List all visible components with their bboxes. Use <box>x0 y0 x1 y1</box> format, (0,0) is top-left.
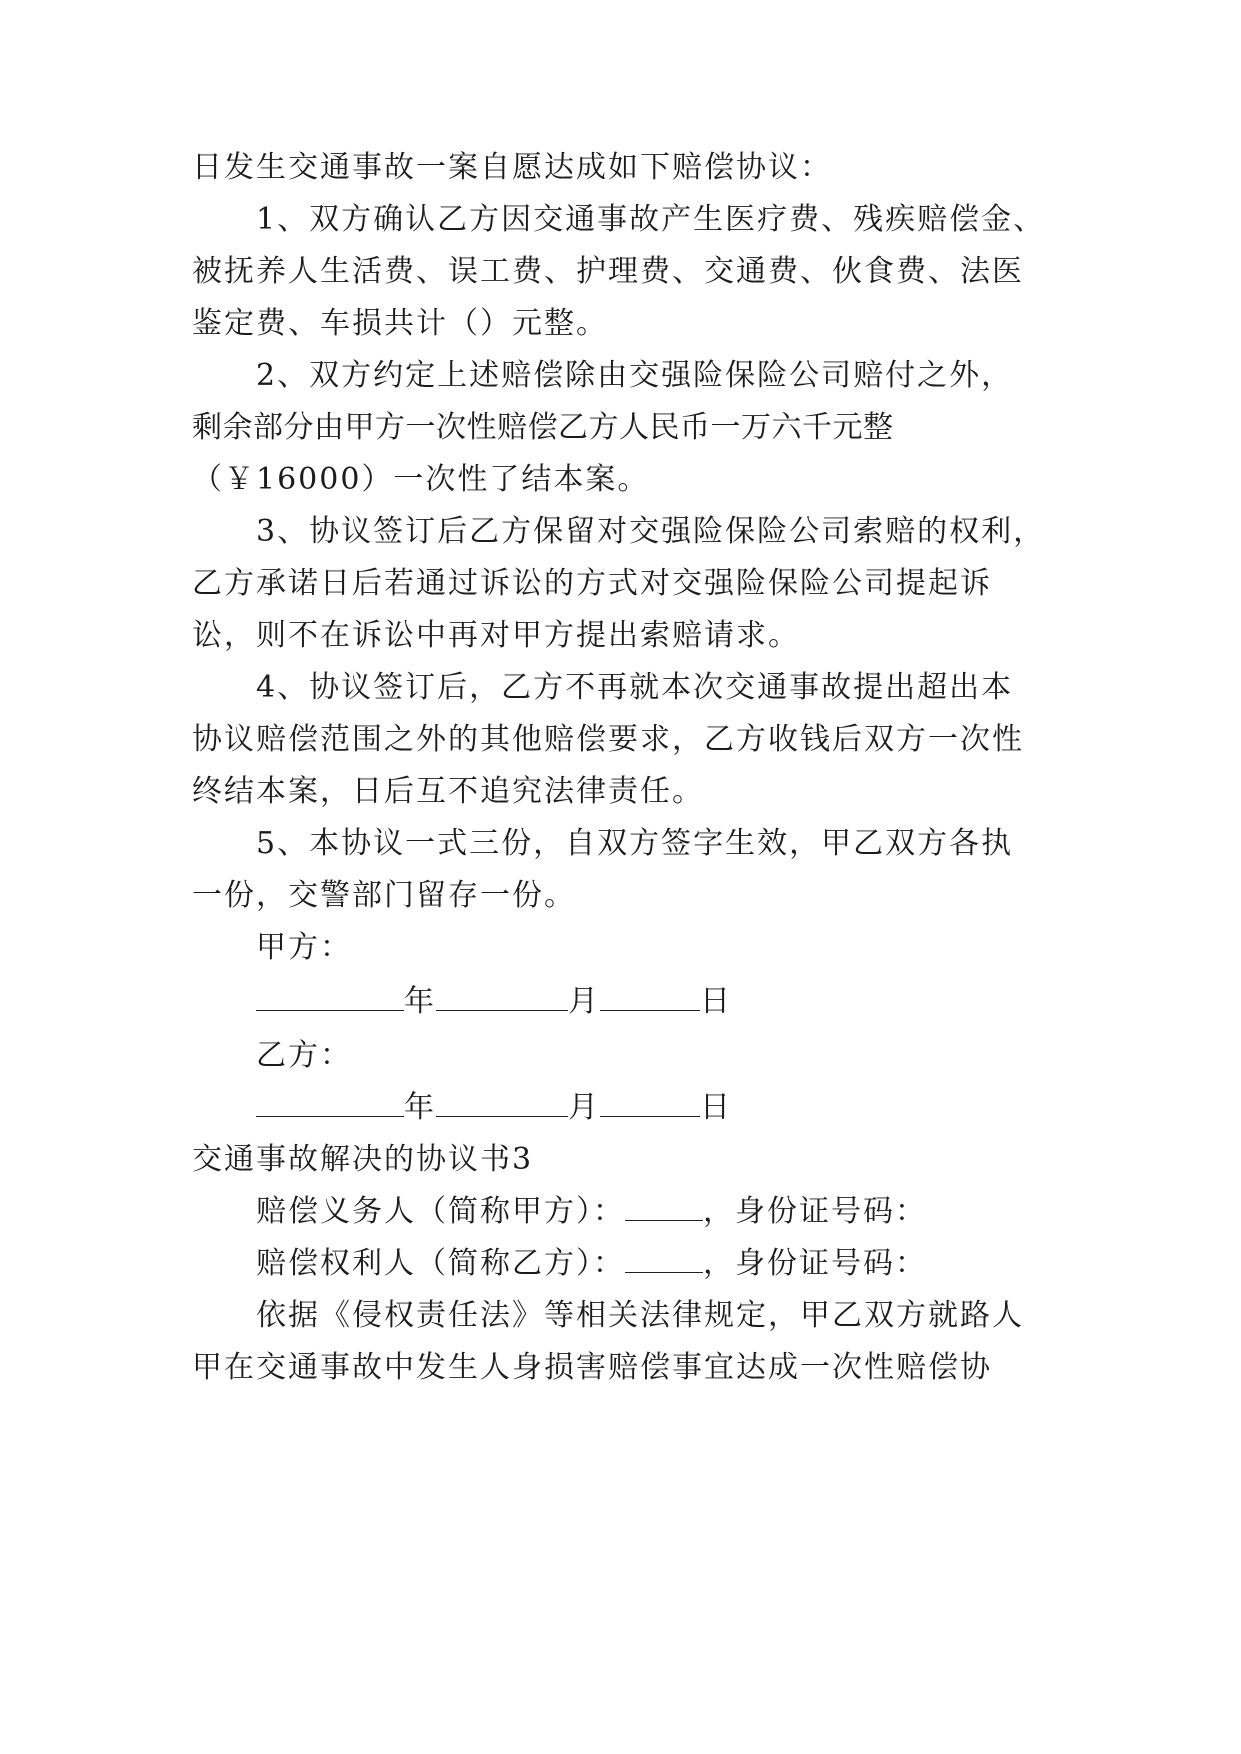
item2-line1: 2、双方约定上述赔偿除由交强险保险公司赔付之外， <box>256 358 1014 393</box>
item2-line3: （￥16000）一次性了结本案。 <box>192 462 650 497</box>
year-label: 年 <box>404 1090 436 1125</box>
item3-line2: 乙方承诺日后若通过诉讼的方式对交强险保险公司提起诉 <box>192 566 992 601</box>
obligor-label: 赔偿义务人（简称甲方）： <box>256 1194 625 1229</box>
party-a-label: 甲方： <box>256 930 352 965</box>
day-label: 日 <box>700 1090 732 1125</box>
item3-line3: 讼，则不在诉讼中再对甲方提出索赔请求。 <box>192 618 800 653</box>
obligee-label: 赔偿权利人（简称乙方）： <box>256 1246 625 1281</box>
item2-line2: 剩余部分由甲方一次性赔偿乙方人民币一万六千元整 <box>192 410 894 445</box>
section-title: 交通事故解决的协议书3 <box>192 1142 534 1177</box>
month-blank[interactable] <box>436 984 568 1011</box>
basis-line2: 甲在交通事故中发生人身损害赔偿事宜达成一次性赔偿协 <box>192 1350 992 1385</box>
obligee-name-blank[interactable] <box>625 1246 703 1273</box>
month-label: 月 <box>568 984 600 1019</box>
item1-line2: 被抚养人生活费、误工费、护理费、交通费、伙食费、法医 <box>192 254 1024 289</box>
item4-line2: 协议赔偿范围之外的其他赔偿要求，乙方收钱后双方一次性 <box>192 722 1024 757</box>
item5-line1: 5、本协议一式三份，自双方签字生效，甲乙双方各执 <box>256 826 1014 861</box>
month-label: 月 <box>568 1090 600 1125</box>
year-blank[interactable] <box>256 1090 404 1117</box>
month-blank[interactable] <box>436 1090 568 1117</box>
year-label: 年 <box>404 984 436 1019</box>
item1-line3: 鉴定费、车损共计（）元整。 <box>192 306 608 341</box>
year-blank[interactable] <box>256 984 404 1011</box>
item4-line1: 4、协议签订后，乙方不再就本次交通事故提出超出本 <box>256 670 1014 705</box>
party-a-date <box>0 982 1241 1022</box>
obligee-line <box>0 1244 1241 1284</box>
day-blank[interactable] <box>600 1090 700 1117</box>
basis-line1: 依据《侵权责任法》等相关法律规定，甲乙双方就路人 <box>256 1298 1024 1333</box>
obligor-id-label: ，身份证号码： <box>703 1194 927 1229</box>
obligee-id-label: ，身份证号码： <box>703 1246 927 1281</box>
intro-tail: 日发生交通事故一案自愿达成如下赔偿协议： <box>192 150 832 185</box>
item1-line1: 1、双方确认乙方因交通事故产生医疗费、残疾赔偿金、 <box>256 202 1046 237</box>
item5-line2: 一份，交警部门留存一份。 <box>192 878 576 913</box>
item4-line3: 终结本案，日后互不追究法律责任。 <box>192 774 704 809</box>
item3-line1: 3、协议签订后乙方保留对交强险保险公司索赔的权利， <box>256 514 1046 549</box>
party-b-date <box>0 1088 1241 1128</box>
day-label: 日 <box>700 984 732 1019</box>
obligor-name-blank[interactable] <box>625 1194 703 1221</box>
party-b-label: 乙方： <box>256 1038 352 1073</box>
day-blank[interactable] <box>600 984 700 1011</box>
obligor-line <box>0 1192 1241 1232</box>
